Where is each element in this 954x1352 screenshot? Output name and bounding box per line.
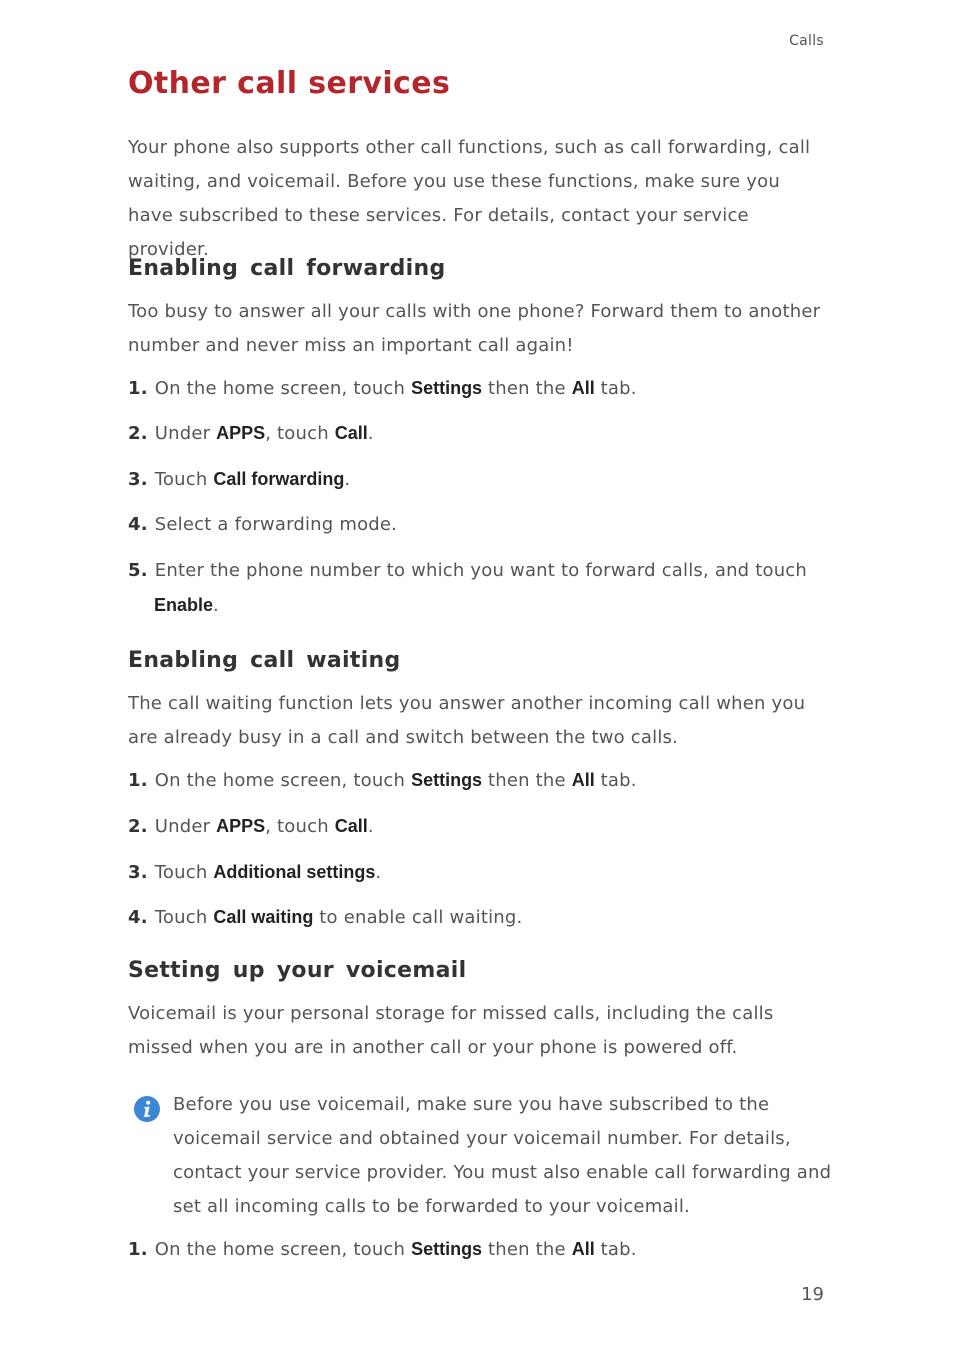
step-text: On the home screen, touch xyxy=(154,770,412,791)
step-text: tab. xyxy=(594,1239,637,1260)
ui-term-call: Call xyxy=(334,816,368,836)
step-text: Touch xyxy=(154,862,214,883)
step-text: Select a forwarding mode. xyxy=(154,514,398,535)
voicemail-description: Voicemail is your personal storage for missed calls, including the calls missed when you are in another call or your phone is powered off. xyxy=(128,1003,774,1058)
step-text: . xyxy=(213,595,219,616)
info-icon xyxy=(133,1095,161,1123)
ui-term-all: All xyxy=(571,378,595,398)
step-number: 1. xyxy=(128,378,148,399)
ui-term-enable: Enable xyxy=(154,595,214,615)
page-number: 19 xyxy=(801,1284,824,1305)
voicemail-step-1 xyxy=(128,1232,828,1267)
step-text: , touch xyxy=(265,816,335,837)
intro-paragraph: Your phone also supports other call functions, such as call forwarding, call waiting, and voicemail. Before you use these functions, make sure you have subscribed to these services. For details, contact your service provider. xyxy=(128,137,811,260)
step-text: to enable call waiting. xyxy=(313,907,523,928)
step-number: 1. xyxy=(128,770,148,791)
ui-term-apps: APPS xyxy=(216,423,266,443)
forwarding-step-3 xyxy=(128,462,828,497)
waiting-step-2 xyxy=(128,809,828,844)
step-number: 4. xyxy=(128,907,148,928)
step-text: On the home screen, touch xyxy=(154,1239,412,1260)
step-text: then the xyxy=(482,770,572,791)
ui-term-call-forwarding: Call forwarding xyxy=(213,469,345,489)
forwarding-step-1 xyxy=(128,371,828,406)
ui-term-settings: Settings xyxy=(411,1239,483,1259)
forwarding-step-5 xyxy=(128,554,828,623)
step-text: tab. xyxy=(594,770,637,791)
section-heading-call-waiting: Enabling call waiting xyxy=(128,648,401,673)
step-number: 3. xyxy=(128,469,148,490)
ui-term-settings: Settings xyxy=(411,378,483,398)
step-number: 2. xyxy=(128,423,148,444)
step-number: 2. xyxy=(128,816,148,837)
step-text: . xyxy=(367,423,374,444)
step-text: Under xyxy=(154,423,217,444)
section-heading-voicemail: Setting up your voicemail xyxy=(128,958,467,983)
waiting-step-4 xyxy=(128,900,828,935)
forwarding-step-4 xyxy=(128,508,828,542)
step-text: . xyxy=(344,469,351,490)
voicemail-note-text: Before you use voicemail, make sure you have subscribed to the voicemail service and obtained your voicemail number. For details, contact your service provider. You must also enable call forwarding and set all incoming calls to be forwarded to your voicemail. xyxy=(173,1094,832,1217)
step-text: , touch xyxy=(265,423,335,444)
step-number: 3. xyxy=(128,862,148,883)
step-number: 4. xyxy=(128,514,148,535)
call-waiting-description: The call waiting function lets you answer another incoming call when you are already busy in a call and switch between the two calls. xyxy=(128,693,806,748)
step-number: 1. xyxy=(128,1239,148,1260)
step-text: tab. xyxy=(594,378,637,399)
step-text: Touch xyxy=(154,469,214,490)
step-text: On the home screen, touch xyxy=(154,378,412,399)
ui-term-call-waiting: Call waiting xyxy=(213,907,314,927)
ui-term-apps: APPS xyxy=(216,816,266,836)
waiting-step-1 xyxy=(128,763,828,798)
waiting-step-3 xyxy=(128,855,828,890)
call-forwarding-description: Too busy to answer all your calls with one phone? Forward them to another number and never miss an important call again! xyxy=(128,301,821,356)
step-text: then the xyxy=(482,1239,572,1260)
step-text: then the xyxy=(482,378,572,399)
step-text: . xyxy=(375,862,382,883)
ui-term-all: All xyxy=(571,1239,595,1259)
ui-term-settings: Settings xyxy=(411,770,483,790)
step-continuation xyxy=(128,588,828,623)
step-text: Enter the phone number to which you want to forward calls, and touch xyxy=(154,560,808,581)
ui-term-call: Call xyxy=(334,423,368,443)
page-title: Other call services xyxy=(128,66,451,101)
step-text: Touch xyxy=(154,907,214,928)
forwarding-step-2 xyxy=(128,416,828,451)
step-number: 5. xyxy=(128,560,148,581)
ui-term-all: All xyxy=(571,770,595,790)
step-text: Under xyxy=(154,816,217,837)
section-heading-call-forwarding: Enabling call forwarding xyxy=(128,256,446,281)
ui-term-additional-settings: Additional settings xyxy=(213,862,376,882)
section-header-label: Calls xyxy=(789,33,824,49)
step-text: . xyxy=(367,816,374,837)
